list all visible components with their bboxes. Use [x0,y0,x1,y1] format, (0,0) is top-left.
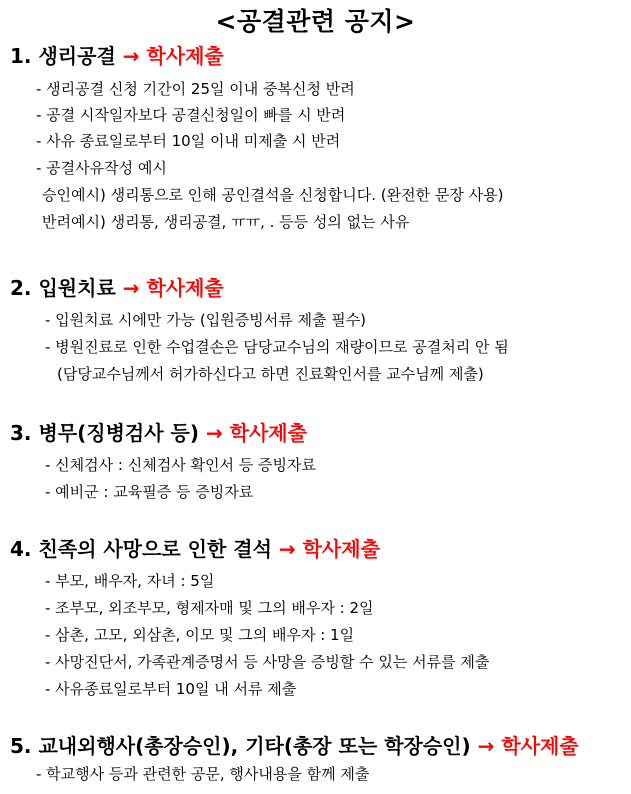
destination-label: 학사제출 [501,734,579,758]
section-4-item: - 사유종료일로부터 10일 내 서류 제출 [45,680,297,698]
section-3-item: - 예비군 : 교육필증 등 증빙자료 [45,483,254,501]
page-title: <공결관련 공지> [215,7,416,36]
arrow-right-icon: → [278,537,296,561]
destination-label: 학사제출 [229,421,307,445]
section-title: 생리공결 [38,44,116,68]
section-title: 교내외행사(총장승인), 기타(총장 또는 학장승인) [38,734,471,758]
destination-label: 학사제출 [146,276,224,300]
section-4-item: - 조부모, 외조부모, 형제자매 및 그의 배우자 : 2일 [45,599,374,617]
section-1-item: - 공결 시작일자보다 공결신청일이 빠를 시 반려 [36,106,346,124]
section-number: 4. [10,537,32,561]
approval-example: 승인예시) 생리통으로 인해 공인결석을 신청합니다. (완전한 문장 사용) [42,186,504,204]
section-5-item: - 학교행사 등과 관련한 공문, 행사내용을 함께 제출 [36,765,370,783]
section-number: 2. [10,276,32,300]
arrow-right-icon: → [122,44,140,68]
arrow-right-icon: → [205,421,223,445]
section-number: 1. [10,44,32,68]
arrow-right-icon: → [477,734,495,758]
section-number: 5. [10,734,32,758]
section-number: 3. [10,421,32,445]
section-3-item: - 신체검사 : 신체검사 확인서 등 증빙자료 [45,456,316,474]
section-title: 병무(징병검사 등) [38,421,199,445]
section-4-item: - 부모, 배우자, 자녀 : 5일 [45,572,215,590]
section-title: 친족의 사망으로 인한 결석 [38,537,272,561]
section-title: 입원치료 [38,276,116,300]
rejection-example: 반려예시) 생리통, 생리공결, ㅠㅠ, . 등등 성의 없는 사유 [42,213,410,231]
section-5-heading [10,730,579,759]
section-1-item: - 생리공결 신청 기간이 25일 이내 중복신청 반려 [36,80,355,98]
section-1-heading [10,40,224,69]
destination-label: 학사제출 [302,537,380,561]
section-4-item: - 삼촌, 고모, 외삼촌, 이모 및 그의 배우자 : 1일 [45,626,355,644]
section-2-heading [10,272,224,301]
arrow-right-icon: → [122,276,140,300]
section-1-item: - 사유 종료일로부터 10일 이내 미제출 시 반려 [36,132,341,150]
destination-label: 학사제출 [146,44,224,68]
section-3-heading [10,417,307,446]
section-1-item: - 공결사유작성 예시 [36,159,167,177]
section-4-heading [10,533,380,562]
section-2-item: - 입원치료 시에만 가능 (입원증빙서류 제출 필수) [45,311,367,329]
section-2-item: - 병원진료로 인한 수업결손은 담당교수님의 재량이므로 공결처리 안 됨 [45,338,509,356]
section-2-note: (담당교수님께서 허가하신다고 하면 진료확인서를 교수님께 제출) [57,365,484,383]
section-4-item: - 사망진단서, 가족관계증명서 등 사망을 증빙할 수 있는 서류를 제출 [45,653,490,671]
